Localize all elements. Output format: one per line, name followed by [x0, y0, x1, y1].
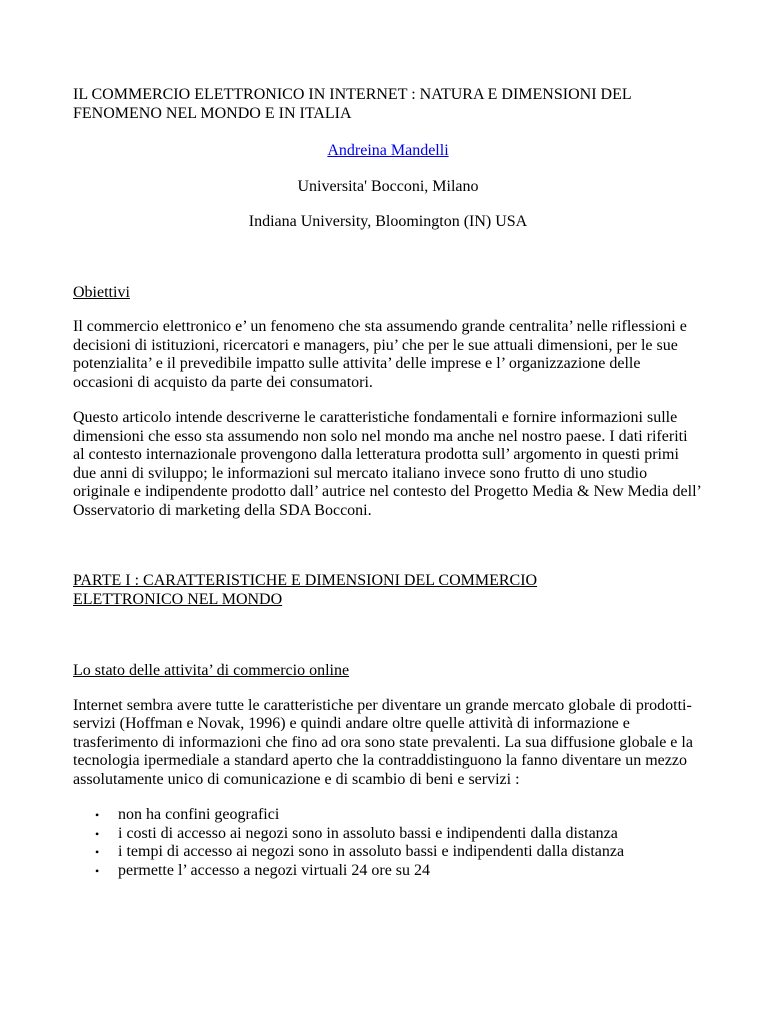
part-heading-1: [73, 572, 703, 609]
list-item: [73, 862, 703, 881]
author-link[interactable]: Andreina Mandelli: [327, 142, 449, 159]
author-line: [73, 142, 703, 161]
document-title: [73, 86, 703, 123]
document-body: [73, 86, 703, 880]
list-item: [73, 825, 703, 844]
list-item: [73, 843, 703, 862]
bullet-icon: •: [95, 826, 100, 841]
affiliation-indiana: Indiana University, Bloomington (IN) USA: [248, 213, 528, 230]
part-heading-1-line-2: ELETTRONICO NEL MONDO: [73, 590, 283, 608]
affiliation-bocconi: Universita' Bocconi, Milano: [297, 177, 479, 195]
document-title-line-1: IL COMMERCIO ELETTRONICO IN INTERNET : NATURA E DIMENSIONI DEL: [73, 86, 632, 103]
bullet-icon: •: [95, 863, 100, 878]
paragraph-intro: Il commercio elettronico e’ un fenomeno che sta assumendo grande centralita’ nelle riflessioni e decisioni di istituzioni, ricercatori e managers, piu’ che per le sue attuali dimensioni, per le sue potenzialita’ e il prevedibile impatto sulle attivita’ delle imprese e l’ organizzazione delle occasioni di acquisto da parte dei consumatori.: [73, 318, 687, 391]
list-item-text: permette l’ accesso a negozi virtuali 24 ore su 24: [118, 861, 431, 879]
list-item: [73, 806, 703, 825]
part-heading-1-line-1: PARTE I : CARATTERISTICHE E DIMENSIONI DEL COMMERCIO: [73, 572, 538, 589]
paragraph-purpose: Questo articolo intende descriverne le caratteristiche fondamentali e fornire informazioni sulle dimensioni che esso sta assumendo non solo nel mondo ma anche nel nostro paese. I dati riferiti al contesto internazionale provengono dalla letteratura prodotta sull’ argomento in questi primi due anni di sviluppo; le informazioni sul mercato italiano invece sono frutto di uno studio originale e indipendente prodotto dall’ autrice nel contesto del Progetto Media & New Media dell’ Osservatorio di marketing della SDA Bocconi.: [73, 409, 701, 519]
subsection-heading-online-commerce: Lo stato delle attivita’ di commercio online: [73, 662, 350, 679]
list-item-text: non ha confini geografici: [118, 806, 280, 823]
feature-list: [73, 806, 703, 880]
bullet-icon: •: [95, 808, 100, 822]
list-item-text: i tempi di accesso ai negozi sono in assoluto bassi e indipendenti dalla distanza: [118, 843, 625, 860]
paragraph-internet-market: Internet sembra avere tutte le caratteristiche per diventare un grande mercato globale di prodotti-servizi (Hoffman e Novak, 1996) e quindi andare oltre quelle attività di informazione e trasferimento di informazioni che fino ad ora sono state prevalenti. La sua diffusione globale e la tecnologia ipermediale a standard aperto che la contraddistinguono la fanno diventare un mezzo assolutamente unico di comunicazione e di scambio di beni e servizi :: [73, 696, 693, 788]
document-title-line-2: FENOMENO NEL MONDO E IN ITALIA: [73, 104, 352, 122]
bullet-icon: •: [95, 845, 100, 859]
section-heading-obiettivi: Obiettivi: [73, 283, 130, 301]
list-item-text: i costi di accesso ai negozi sono in assoluto bassi e indipendenti dalla distanza: [118, 824, 618, 842]
